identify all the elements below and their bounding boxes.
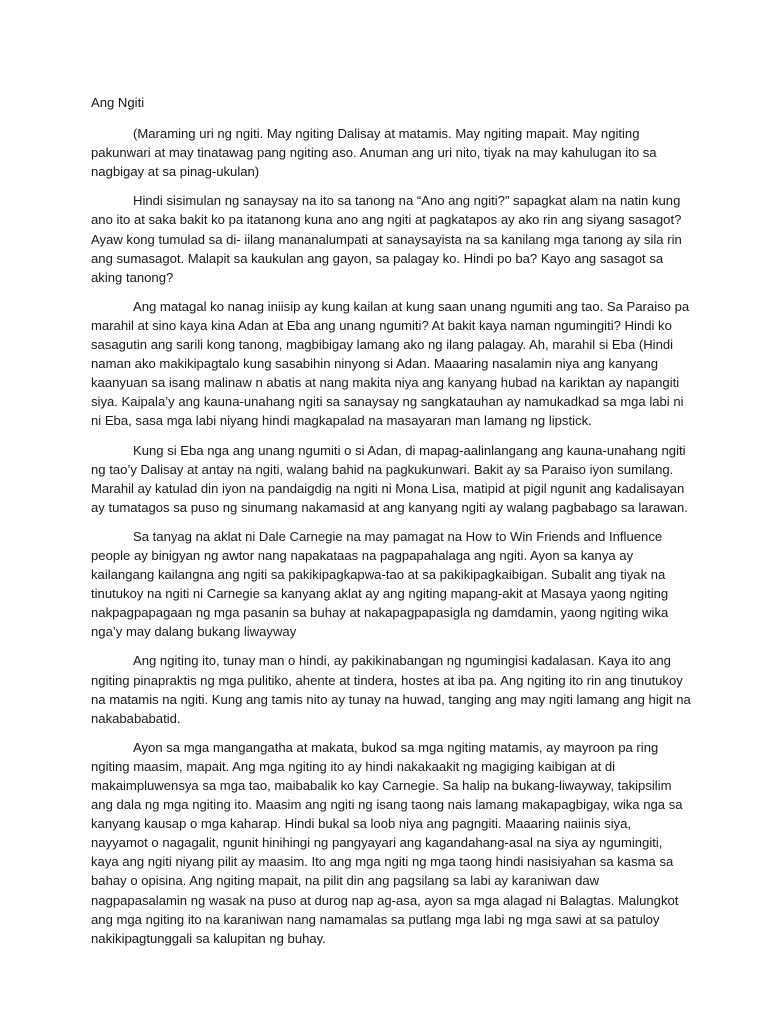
paragraph-2: Hindi sisimulan ng sanaysay na ito sa tanong na “Ano ang ngiti?” sapagkat alam na natin kung ano ito at saka bakit ko pa itatanong kuna ano ang ngiti at pagkatapos ay ako rin ang siyang sasagot? Ayaw kong tumulad sa di- iilang mananalumpati at sanaysayista na sa kanilang mga tanong ay sila rin ang sumasagot. Malapit sa kaukulan ang gayon, sa palagay ko. Hindi po ba? Kayo ang sasagot sa aking tanong? bbox=[91, 193, 682, 285]
paragraph-intro: (Maraming uri ng ngiti. May ngiting Dalisay at matamis. May ngiting mapait. May ngiting pakunwari at may tinatawag pang ngiting aso. Anuman ang uri nito, tiyak na may kahulugan ito sa nagbigay at sa pinag-ukulan) bbox=[91, 126, 657, 180]
paragraph-5: Sa tanyag na aklat ni Dale Carnegie na may pamagat na How to Win Friends and Influence people ay binigyan ng awtor nang napakataas na pagpapahalaga ang ngiti. Ayon sa kanya ay kailangang kailangna ang ngiti sa pakikipagkapwa-tao at sa pakikipagkaibigan. Subalit ang tiyak na tinutukoy na ngiti ni Carnegie sa kanyang aklat ay ang ngiting mapang-akit at Masaya yaong ngiting nakpagpapagaan ng mga pasanin sa buhay at nakapagpapasigla ng damdamin, yaong ngiting wika nga’y may dalang bukang liwayway bbox=[91, 528, 669, 640]
paragraph-4: Kung si Eba nga ang unang ngumiti o si Adan, di mapag-aalinlangang ang kauna-unahang ngiti ng tao’y Dalisay at antay na ngiti, walang bahid na pagkukunwari. Bakit ay sa Paraiso iyon sumilang. Marahil ay katulad din iyon na pandaigdig na ngiti ni Mona Lisa, matipid at pigil ngunit ang kadalisayan ay tumatagos sa puso ng sinumang nakamasid at ang kanyang ngiti ay walang pagbabago sa larawan. bbox=[91, 442, 688, 515]
paragraph-6: Ang ngiting ito, tunay man o hindi, ay pakikinabangan ng ngumingisi kadalasan. Kaya ito ang ngiting pinapraktis ng mga pulitiko, ahente at tindera, hostes at iba pa. Ang ngiting ito rin ang tinutukoy na matamis na ngiti. Kung ang tamis nito ay tunay na huwad, tanging ang may ngiti lamang ang higit na nakabababatid. bbox=[91, 653, 691, 726]
essay-body bbox=[91, 93, 691, 948]
paragraph-7: Ayon sa mga mangangatha at makata, bukod sa mga ngiting matamis, ay mayroon pa ring ngiting maasim, mapait. Ang mga ngiting ito ay hindi nakakaakit ng magiging kaibigan at di makaimpluwensya sa mga tao, maibabalik ko kay Carnegie. Sa halip na bukang-liwayway, takipsilim ang dala ng mga ngiting ito. Maasim ang ngiti ng isang taong nais lamang makapagbigay, wika nga sa kanyang kausap o mga kaharap. Hindi bukal sa loob niya ang pagngiti. Maaaring naiinis siya, nayyamot o nagagalit, ngunit hinihingi ng pangyayari ang kagandahang-asal na siya ay ngumingiti, kaya ang ngiti niyang pilit ay maasim. Ito ang mga ngiti ng mga taong hindi nasisiyahan sa kasma sa bahay o opisina. Ang ngiting mapait, na pilit din ang pagsilang sa labi ay karaniwan daw nagpapasalamin ng wasak na puso at durog nap ag-asa, ayon sa mga alagad ni Balagtas. Malungkot ang mga ngiting ito na karaniwan nang namamalas sa putlang mga labi ng mga sawi at sa patuloy nakikipagtunggali sa kalupitan ng buhay. bbox=[91, 739, 683, 946]
essay-title: Ang Ngiti bbox=[91, 95, 145, 110]
paragraph-3: Ang matagal ko nanag iniisip ay kung kailan at kung saan unang ngumiti ang tao. Sa Paraiso pa marahil at sino kaya kina Adan at Eba ang unang ngumiti? At bakit kaya naman ngumingiti? Hindi ko sasagutin ang sarili kong tanong, magbibigay lamang ako ng ilang palagay. Ah, marahil si Eba (Hindi naman ako makikipagtalo kung sasabihin ninyong si Adan. Maaaring nasalamin niya ang kanyang kaanyuan sa isang malinaw n abatis at nang makita niya ang kanyang hubad na kariktan ay napangiti siya. Kaipala’y ang kauna-unahang ngiti sa sanaysay ng sangkatauhan ay namukadkad sa mga labi ni ni Eba, sasa mga labi niyang hindi magkapalad na masayaran man lamang ng lipstick. bbox=[91, 298, 690, 429]
